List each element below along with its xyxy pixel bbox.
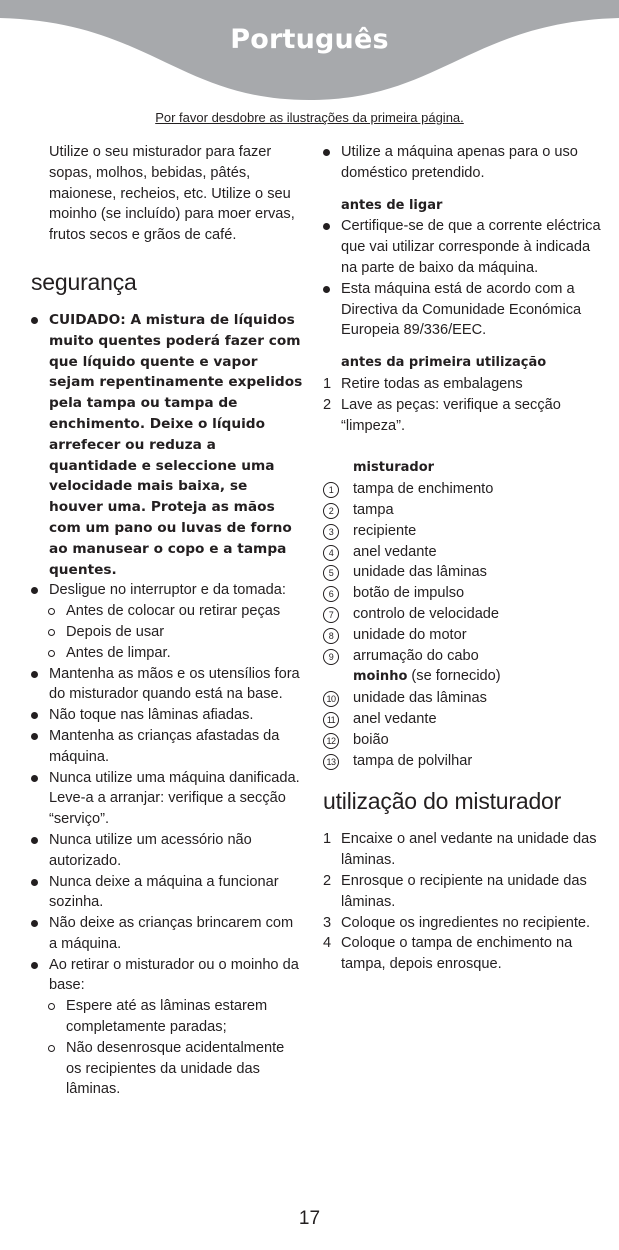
safety-warning: CUIDADO: A mistura de líquidos muito quentes poderá fazer com que líquido quente e vapor sejam repentinamente expelidos pela tampa ou tampa de enchimento. Deixe o líquido arrefecer ou reduza a quantidade e seleccione uma velocidade mais baixa, se houver uma. Proteja as mãos com um pano ou luvas de forno ao manusear o copo e a tampa quentes.: [31, 310, 303, 580]
safety-item-unplug: Desligue no interruptor e da tomada:: [31, 580, 303, 601]
step-number: 1: [323, 375, 332, 392]
blender-parts-heading: misturador: [353, 460, 435, 476]
part-item: [323, 730, 601, 751]
part-label: unidade do motor: [353, 626, 467, 643]
part-number: 10: [323, 691, 339, 707]
safety-item-domestic: Utilize a máquina apenas para o uso doméstico pretendido.: [323, 142, 601, 184]
step-text: Enrosque o recipiente na unidade das lâminas.: [341, 872, 587, 910]
part-item: [323, 688, 601, 709]
safety-heading: segurança: [31, 268, 137, 295]
step-number: 2: [323, 396, 332, 413]
part-item: [323, 646, 601, 667]
part-item: [323, 521, 601, 542]
safety-item: Mantenha as crianças afastadas da máquina.: [31, 726, 303, 768]
intro-paragraph: Utilize o seu misturador para fazer sopas, molhos, bebidas, pâtés, maionese, recheios, etc. Utilize o seu moinho (se incluído) para moer ervas, frutos secos e grãos de café.: [49, 144, 295, 244]
part-item: [323, 542, 601, 563]
part-item: [323, 751, 601, 772]
part-label: unidade das lâminas: [353, 690, 487, 707]
usage-step: [323, 871, 601, 913]
step-number: 4: [323, 935, 332, 952]
usage-step: [323, 829, 601, 871]
usage-step: [323, 913, 601, 934]
part-number: 7: [323, 607, 339, 623]
part-number: 8: [323, 628, 339, 644]
before-switch-item: Esta máquina está de acordo com a Directiva da Comunidade Económica Europeia 89/336/EEC.: [323, 279, 601, 341]
part-label: anel vedante: [353, 543, 437, 560]
page-number: 17: [298, 1208, 321, 1229]
part-number: 2: [323, 503, 339, 519]
mill-heading-label: moinho: [353, 669, 408, 685]
safety-item: Não toque nas lâminas afiadas.: [31, 705, 303, 726]
step-text: Encaixe o anel vedante na unidade das lâminas.: [341, 831, 597, 869]
part-item: [323, 500, 601, 521]
step-text: Retire todas as embalagens: [341, 375, 523, 392]
safety-subitem: Espere até as lâminas estarem completamente paradas;: [31, 996, 303, 1038]
step-text: Coloque os ingredientes no recipiente.: [341, 914, 591, 931]
first-use-heading: antes da primeira utilização: [341, 355, 547, 371]
part-item: [323, 479, 601, 500]
part-number: 6: [323, 586, 339, 602]
step-number: 1: [323, 831, 332, 848]
mill-parts-heading: [323, 666, 601, 688]
part-label: tampa de enchimento: [353, 481, 494, 498]
part-number: 4: [323, 545, 339, 561]
part-label: arrumação do cabo: [353, 647, 479, 664]
part-number: 9: [323, 649, 339, 665]
page-title: Português: [230, 24, 389, 55]
part-item: [323, 562, 601, 583]
usage-step: [323, 933, 601, 975]
safety-subitem: Antes de colocar ou retirar peças: [31, 601, 303, 622]
part-label: controlo de velocidade: [353, 605, 500, 622]
safety-subitem: Não desenrosque acidentalmente os recipientes da unidade das lâminas.: [31, 1038, 303, 1100]
part-number: 11: [323, 712, 339, 728]
part-number: 3: [323, 524, 339, 540]
part-label: tampa: [353, 501, 394, 518]
part-label: boião: [353, 731, 389, 748]
left-column: [31, 142, 303, 1100]
part-number: 5: [323, 565, 339, 581]
part-item: [323, 604, 601, 625]
safety-item: Mantenha as mãos e os utensílios fora do misturador quando está na base.: [31, 664, 303, 706]
safety-item: Nunca utilize um acessório não autorizado.: [31, 830, 303, 872]
right-column: [323, 142, 601, 975]
step-text: Lave as peças: verifique a secção “limpeza”.: [341, 396, 561, 434]
part-number: 12: [323, 733, 339, 749]
mill-heading-note: (se fornecido): [407, 668, 501, 685]
part-label: unidade das lâminas: [353, 564, 487, 581]
safety-item-removing: Ao retirar o misturador ou o moinho da base:: [31, 955, 303, 997]
before-switch-item: Certifique-se de que a corrente eléctrica que vai utilizar corresponde à indicada na parte de baixo da máquina.: [323, 216, 601, 278]
safety-item: Nunca utilize uma máquina danificada. Leve-a a arranjar: verifique a secção “serviço”.: [31, 768, 303, 830]
unfold-notice: Por favor desdobre as ilustrações da primeira página.: [155, 110, 464, 125]
safety-subitem: Antes de limpar.: [31, 643, 303, 664]
part-number: 1: [323, 482, 339, 498]
safety-item: Nunca deixe a máquina a funcionar sozinha.: [31, 872, 303, 914]
part-label: botão de impulso: [353, 585, 465, 602]
first-use-step: [323, 374, 601, 395]
safety-subitem: Depois de usar: [31, 622, 303, 643]
step-number: 3: [323, 914, 332, 931]
part-label: recipiente: [353, 522, 417, 539]
part-label: anel vedante: [353, 710, 437, 727]
first-use-step: [323, 395, 601, 437]
safety-item: Não deixe as crianças brincarem com a máquina.: [31, 913, 303, 955]
part-item: [323, 625, 601, 646]
part-item: [323, 709, 601, 730]
usage-heading: utilização do misturador: [323, 788, 562, 815]
part-item: [323, 583, 601, 604]
before-switch-heading: antes de ligar: [341, 197, 443, 213]
part-label: tampa de polvilhar: [353, 752, 473, 769]
step-text: Coloque o tampa de enchimento na tampa, depois enrosque.: [341, 935, 573, 973]
step-number: 2: [323, 872, 332, 889]
part-number: 13: [323, 754, 339, 770]
header-band: [0, 0, 619, 100]
